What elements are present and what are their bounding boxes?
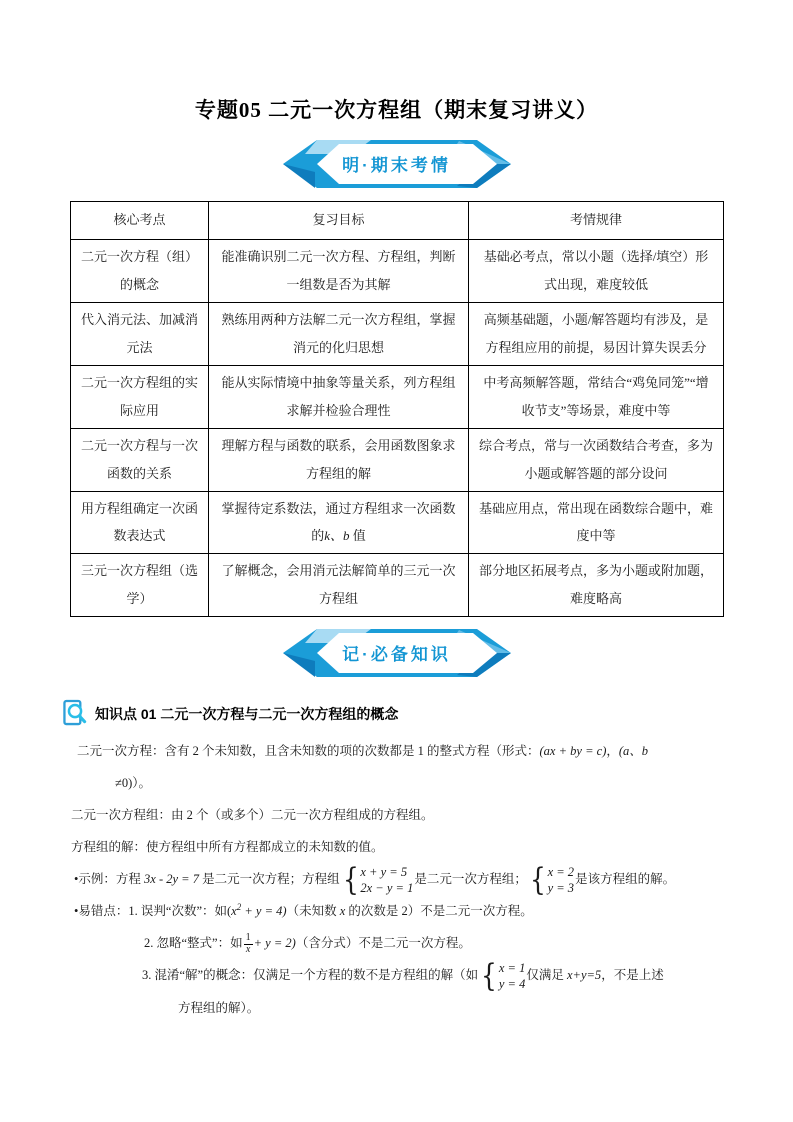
- cell-pattern: 综合考点，常与一次函数结合考查，多为小题或解答题的部分设问: [469, 428, 724, 491]
- table-row: [71, 365, 724, 428]
- mistake-item-3-continuation: 方程组的解）。: [178, 1000, 260, 1015]
- banner-exam-label: 明·期末考情: [342, 155, 451, 175]
- cell-pattern: 基础必考点，常以小题（选择/填空）形式出现，难度较低: [469, 240, 724, 303]
- definition-continuation: ≠0)）。: [115, 776, 152, 791]
- cell-goal: 能准确识别二元一次方程、方程组，判断一组数是否为其解: [209, 240, 469, 303]
- bullet: •: [74, 904, 79, 919]
- document-magnifier-icon: [63, 699, 88, 728]
- cell-topic: 二元一次方程与一次函数的关系: [71, 428, 209, 491]
- page-title: 专题05 二元一次方程组（期末复习讲义）: [194, 98, 599, 122]
- exponent: 2: [236, 902, 242, 913]
- math-form: (ax + by = c): [539, 744, 607, 759]
- header-exam-pattern: 考情规律: [469, 202, 724, 240]
- knowledge-point-heading: [63, 699, 723, 728]
- definition-solution: 方程组的解：使方程组中所有方程都成立的未知数的值。: [71, 839, 384, 854]
- cell-goal: 掌握待定系数法，通过方程组求一次函数的k、b 值: [209, 491, 469, 554]
- cell-goal: 熟练用两种方法解二元一次方程组，掌握消元的化归思想: [209, 302, 469, 365]
- fraction-1-over-x: $\frac{1}{x}$: [245, 932, 251, 955]
- table-row: [71, 554, 724, 617]
- cell-pattern: 基础应用点，常出现在函数综合题中，难度中等: [469, 491, 724, 554]
- cell-pattern: 部分地区拓展考点，多为小题或附加题，难度略高: [469, 554, 724, 617]
- cell-topic: 三元一次方程组（选学）: [71, 554, 209, 617]
- example-line: •示例：方程 3x - 2y = 7 是二元一次方程；方程组 { x + y = 5 2x − y = 1 是二元一次方程组； { x = 2 y = 3 是该方程组的解。: [74, 861, 676, 898]
- banner-knowledge-label: 记·必备知识: [342, 644, 451, 664]
- definition-equation-system: 二元一次方程组：由 2 个（或多个）二元一次方程组成的方程组。: [71, 808, 434, 822]
- table-row: [71, 428, 724, 491]
- cell-topic: 二元一次方程（组）的概念: [71, 240, 209, 303]
- math-cond: (a、b: [618, 744, 649, 759]
- exam-overview-table: [70, 201, 724, 617]
- banner-exam: [281, 138, 513, 190]
- cell-pattern: 中考高频解答题，常结合“鸡兔同笼”“增收节支”等场景，难度中等: [469, 365, 724, 428]
- mistake-item-3: 3. 混淆“解”的概念：仅满足一个方程的数不是方程组的解（如 { x = 1 y = 4 仅满足 x+y=5，不是上述 方程组的解）。: [142, 957, 664, 1015]
- definition-linear-equation: 二元一次方程：含有 2 个未知数，且含未知数的项的次数都是 1 的整式方程（形式：(ax + by = c)，(a、b ≠0)）。: [77, 744, 649, 791]
- solution-pair-2: { x = 1 y = 4: [481, 957, 526, 994]
- mistake-item-2: 2. 忽略“整式”：如 $\frac{1}{x}$ + y = 2)（含分式）不是二元一次方程。: [144, 932, 471, 955]
- cell-goal: 了解概念，会用消元法解简单的三元一次方程组: [209, 554, 469, 617]
- table-row: [71, 491, 724, 554]
- cell-topic: 代入消元法、加减消元法: [71, 302, 209, 365]
- math-kb: k、b: [324, 528, 350, 544]
- header-core-topic: 核心考点: [71, 202, 209, 240]
- equation-system-1: { x + y = 5 2x − y = 1: [342, 861, 414, 898]
- solution-pair-1: { x = 2 y = 3: [529, 861, 575, 898]
- table-header-row: [71, 202, 724, 240]
- table-row: [71, 240, 724, 303]
- cell-pattern: 高频基础题，小题/解答题均有涉及，是方程组应用的前提，易因计算失误丢分: [469, 302, 724, 365]
- cell-topic: 二元一次方程组的实际应用: [71, 365, 209, 428]
- header-review-goal: 复习目标: [209, 202, 469, 240]
- cell-topic: 用方程组确定一次函数表达式: [71, 491, 209, 554]
- table-row: [71, 302, 724, 365]
- knowledge-content: [70, 736, 723, 1024]
- math-equation-1: 3x - 2y = 7: [144, 871, 199, 886]
- banner-knowledge: [281, 627, 513, 679]
- cell-goal: 能从实际情境中抽象等量关系，列方程组求解并检验合理性: [209, 365, 469, 428]
- cell-goal: 理解方程与函数的联系，会用函数图象求方程组的解: [209, 428, 469, 491]
- bullet: •: [74, 871, 79, 886]
- knowledge-point-title: 知识点 01 二元一次方程与二元一次方程组的概念: [95, 705, 399, 722]
- mistake-item-1: •易错点：1. 误判“次数”：如$(x^2 + y = 4)$（未知数 x 的次数是 2）不是二元一次方程。: [74, 902, 533, 919]
